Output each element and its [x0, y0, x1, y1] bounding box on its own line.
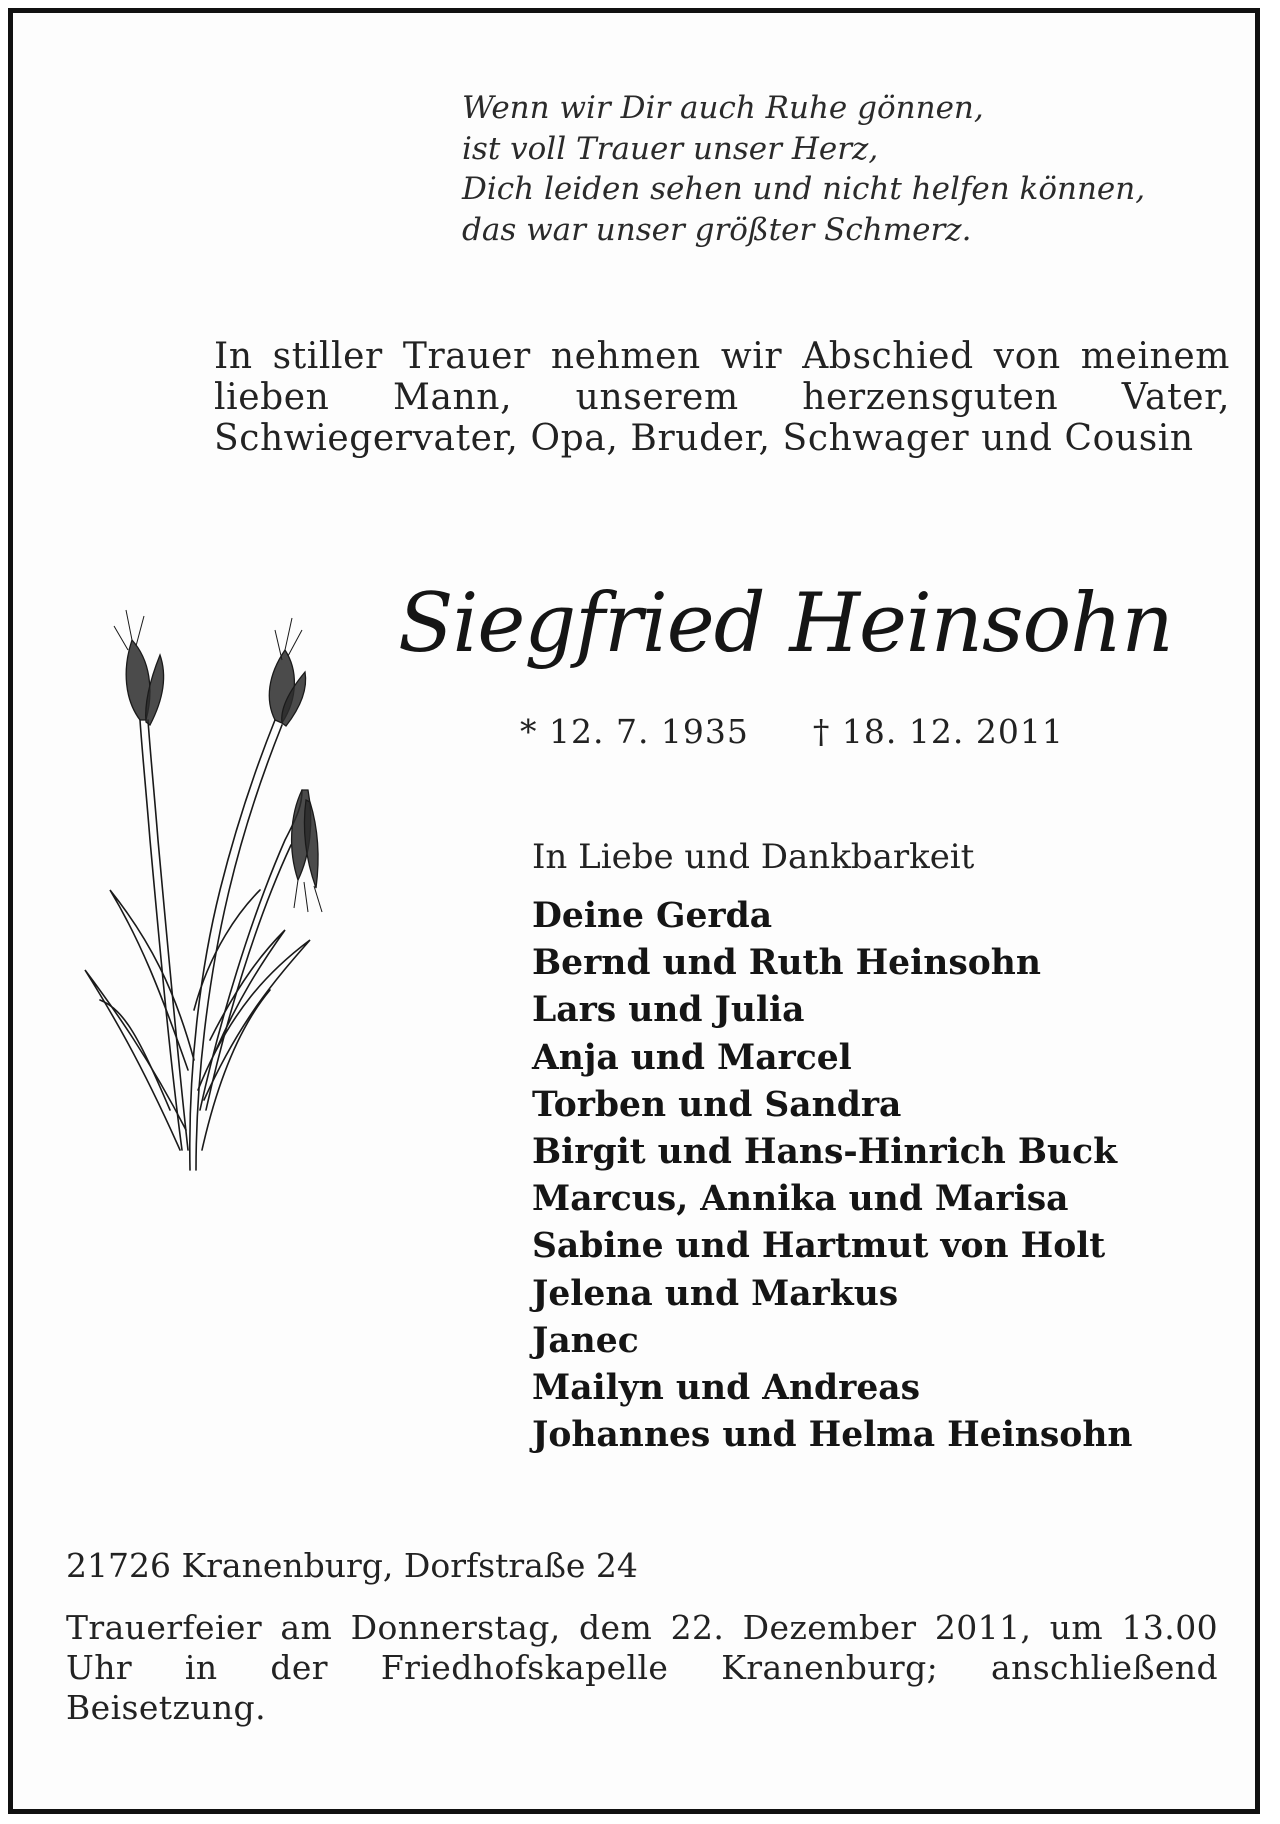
wheat-leaf: [202, 990, 270, 1150]
family-member: Lars und Julia: [532, 990, 805, 1031]
poem: [462, 88, 1242, 250]
family-member: Bernd und Ruth Heinsohn: [532, 943, 1041, 984]
poem-line: Wenn wir Dir auch Ruhe gönnen,: [462, 90, 984, 126]
wheat-stem: [148, 720, 188, 1150]
family-member: Mailyn und Andreas: [532, 1368, 921, 1409]
wheat-ear: [304, 800, 318, 888]
family-member: Torben und Sandra: [532, 1084, 902, 1125]
poem-line: das war unser größter Schmerz.: [462, 211, 972, 248]
family-member: Birgit und Hans-Hinrich Buck: [532, 1132, 1118, 1173]
intro-text: In stiller Trauer nehmen wir Abschied von meinem lieben Mann, unserem herzensguten Vater, Schwiegervater, Opa, Bruder, Schwager und Cousin: [214, 336, 1230, 459]
dedication-line: In Liebe und Dankbarkeit: [532, 837, 975, 877]
family-list: [532, 893, 1132, 1459]
wheat-ear: [146, 655, 164, 725]
life-dates: [520, 710, 1220, 754]
wheat-leaf: [210, 930, 285, 1050]
family-member: Janec: [532, 1320, 639, 1361]
family-member: Deine Gerda: [532, 896, 773, 936]
poem-line: Dich leiden sehen und nicht helfen können,: [462, 171, 1146, 207]
death-date: † 18. 12. 2011: [812, 712, 1064, 751]
family-member: Johannes und Helma Heinsohn: [532, 1415, 1133, 1456]
wheat-ears-illustration: [70, 590, 370, 1190]
family-member: Sabine und Hartmut von Holt: [532, 1226, 1106, 1267]
wheat-leaf: [110, 890, 194, 1070]
wheat-stem: [190, 720, 275, 1170]
address: 21726 Kranenburg, Dorfstraße 24: [66, 1546, 638, 1585]
wheat-stem: [200, 790, 302, 1110]
family-member: Anja und Marcel: [532, 1037, 852, 1078]
poem-line: ist voll Trauer unser Herz,: [462, 130, 879, 167]
birth-date: * 12. 7. 1935: [520, 712, 749, 751]
deceased-name: Siegfried Heinsohn: [398, 577, 1173, 671]
ceremony-text: Trauerfeier am Donnerstag, dem 22. Dezember 2011, um 13.00 Uhr in der Friedhofskapelle Kranenburg; anschließend Beisetzung.: [66, 1608, 1218, 1727]
family-member: Jelena und Markus: [532, 1273, 899, 1314]
family-member: Marcus, Annika und Marisa: [532, 1179, 1069, 1220]
